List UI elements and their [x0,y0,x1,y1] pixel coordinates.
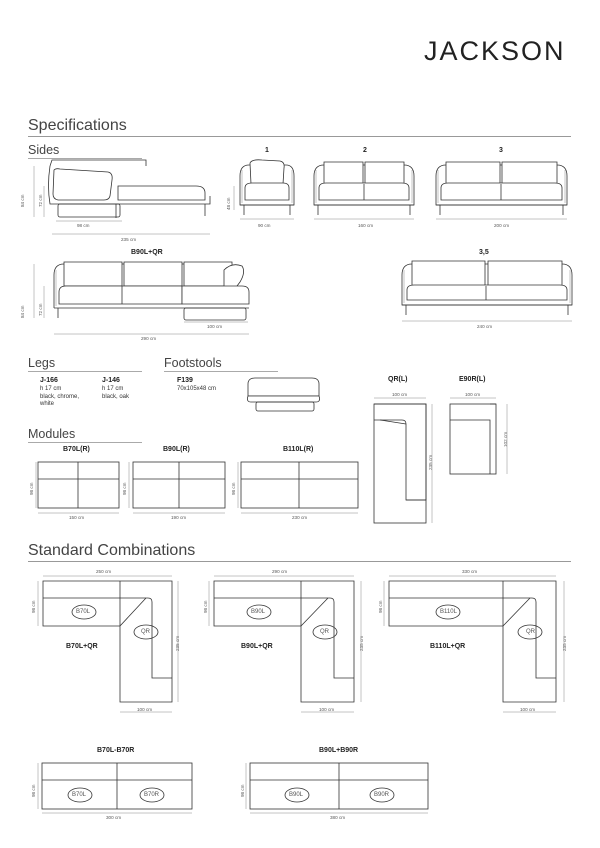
combo-3-right-badge: B70R [144,792,160,798]
module-b110-label: B110L(R) [283,446,314,453]
leg-j146-code: J-146 [102,377,120,384]
combo-4-left-badge: B90L [289,792,304,798]
combo-2-depth-dim: 235 cm [562,635,567,651]
e90r-width-dim: 100 cm [465,392,481,397]
footstool-size: 70x105x48 cm [177,386,217,392]
footstool-code: F139 [177,377,193,384]
combo-b70l-qr-label: B70L+QR [66,643,98,650]
combo-b70l-qr-drawing [38,576,178,712]
combo-b90l-b90r-label: B90L+B90R [319,747,359,754]
legs-title: Legs [28,356,56,370]
module-b70-label: B70L(R) [63,446,90,453]
combo-0-right-badge: QR [141,629,150,635]
combo-0-depth-dim: 235 cm [175,635,180,651]
side-3-5-width-dim: 240 cm [477,324,493,329]
chaise-side-drawing [34,160,210,234]
combo-4-right-badge: B90R [374,792,390,798]
module-b110-w-dim: 230 cm [292,515,308,520]
side-2-drawing [314,162,414,219]
side-3-5-drawing [402,261,572,321]
specifications-title: Specifications [28,117,127,134]
side-1-drawing [234,160,294,219]
qr-width-dim: 100 cm [392,392,408,397]
combo-4-height-dim: 98 cm [240,784,245,797]
chaise-height-dim: 84 cm [20,194,25,207]
combo-b90l-qr-drawing [209,576,361,712]
footstool-drawing [247,378,319,411]
combo-b90l-qr-label: B90L+QR [241,643,273,650]
combo-3-height-dim: 98 cm [31,784,36,797]
combo-1-left-badge: B90L [251,609,266,615]
combo-0-width-dim: 250 cm [96,569,112,574]
combo-4-width-dim: 380 cm [330,815,346,820]
combo-0-height-dim: 98 cm [31,600,36,613]
e90r-height-dim: 102 cm [503,431,508,447]
combo-b70l-b70r-label: B70L-B70R [97,747,135,754]
combo-b110l-qr-drawing [384,576,564,712]
combo-b70l-b70r-drawing [38,763,192,813]
module-b110-drawing [238,462,358,513]
side-2-label: 2 [363,147,367,154]
side-b90l-qr-label: B90L+QR [131,249,163,256]
brand-logo: JACKSON [424,36,566,66]
combo-1-right-badge: QR [320,629,329,635]
b90l-qr-width-dim: 100 cm [207,324,223,329]
side-3-5-label: 3,5 [479,249,489,256]
side-2-width-dim: 160 cm [358,223,374,228]
combo-1-height-dim: 98 cm [203,600,208,613]
side-3-width-dim: 200 cm [494,223,510,228]
side-1-height-dim: 48 cm [226,197,231,210]
side-3-label: 3 [499,147,503,154]
combo-2-left-badge: B110L [440,609,457,615]
module-b70-h-dim: 98 cm [29,482,34,495]
qr-module-drawing [374,398,432,523]
module-b90-label: B90L(R) [163,446,190,453]
qr-label: QR(L) [388,376,408,383]
module-b90-w-dim: 190 cm [171,515,187,520]
side-1-label: 1 [265,147,269,154]
sides-title: Sides [28,143,60,157]
combo-3-width-dim: 300 cm [106,815,122,820]
e90r-module-drawing [450,398,507,474]
b90l-qr-seat-dim: 72 cm [38,303,43,316]
combo-1-arm-dim: 100 cm [319,707,335,712]
module-b70-drawing [36,462,119,513]
standard-combinations-title: Standard Combinations [28,542,196,559]
chaise-width-dim: 98 cm [77,223,90,228]
combo-2-right-badge: QR [526,629,535,635]
combo-1-depth-dim: 235 cm [359,635,364,651]
b90l-qr-height-dim: 84 cm [20,305,25,318]
modules-title: Modules [28,427,76,441]
combo-0-left-badge: B70L [76,609,91,615]
combo-2-height-dim: 98 cm [378,600,383,613]
combo-0-arm-dim: 100 cm [137,707,153,712]
chaise-total-dim: 235 cm [121,237,137,242]
combo-2-arm-dim: 100 cm [520,707,536,712]
b90l-qr-side-drawing [34,262,249,334]
combo-b90l-b90r-drawing [246,763,428,813]
footstools-title: Footstools [164,356,222,370]
side-3-drawing [436,162,567,219]
combo-3-left-badge: B70L [72,792,87,798]
module-b90-drawing [129,462,225,513]
combo-1-width-dim: 290 cm [272,569,288,574]
chaise-seat-dim: 72 cm [38,194,43,207]
leg-j146-details: h 17 cm black, oak [102,386,130,400]
leg-j166-details: h 17 cm black, chrome, white [40,386,80,407]
combo-b110l-qr-label: B110L+QR [430,643,466,650]
module-b110-h-dim: 98 cm [231,482,236,495]
leg-j166-code: J-166 [40,377,58,384]
qr-height-dim: 235 cm [428,454,433,470]
b90l-qr-total-dim: 290 cm [141,336,157,341]
module-b70-w-dim: 150 cm [69,515,85,520]
combo-2-width-dim: 330 cm [462,569,478,574]
side-1-width-dim: 90 cm [258,223,271,228]
e90r-label: E90R(L) [459,376,486,383]
module-b90-h-dim: 98 cm [122,482,127,495]
